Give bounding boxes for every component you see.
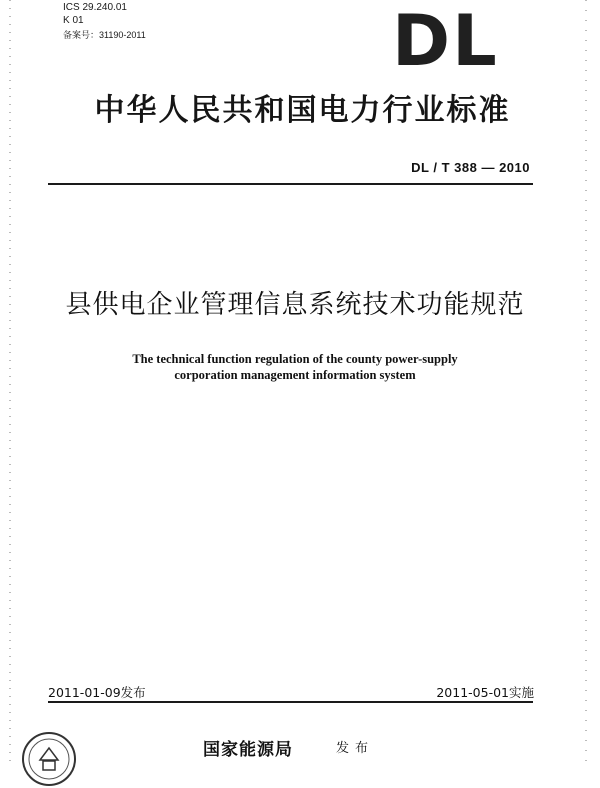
document-title-cn: 县供电企业管理信息系统技术功能规范 bbox=[65, 290, 525, 320]
filing-number: 备案号：31190-2011 bbox=[63, 30, 146, 40]
top-divider bbox=[48, 183, 533, 185]
document-title-en-line2: corporation management information system bbox=[174, 368, 416, 382]
implement-date: 2011-05-01实施 bbox=[436, 685, 534, 700]
standard-number: DL / T 388 — 2010 bbox=[411, 160, 530, 175]
org-title: 中华人民共和国电力行业标准 bbox=[94, 93, 511, 128]
publisher-name: 国家能源局 bbox=[203, 740, 293, 760]
seal-icon bbox=[20, 730, 78, 788]
right-scan-margin bbox=[585, 0, 587, 768]
classification-code: K 01 bbox=[63, 15, 84, 26]
dl-logo: DL bbox=[392, 6, 499, 76]
left-scan-margin bbox=[9, 0, 11, 768]
issue-date: 2011-01-09发布 bbox=[48, 685, 146, 700]
publish-label: 发布 bbox=[336, 741, 375, 756]
document-title-en-line1: The technical function regulation of the county power-supply bbox=[132, 352, 458, 366]
bottom-divider bbox=[48, 701, 533, 703]
ics-code: ICS 29.240.01 bbox=[63, 2, 127, 13]
